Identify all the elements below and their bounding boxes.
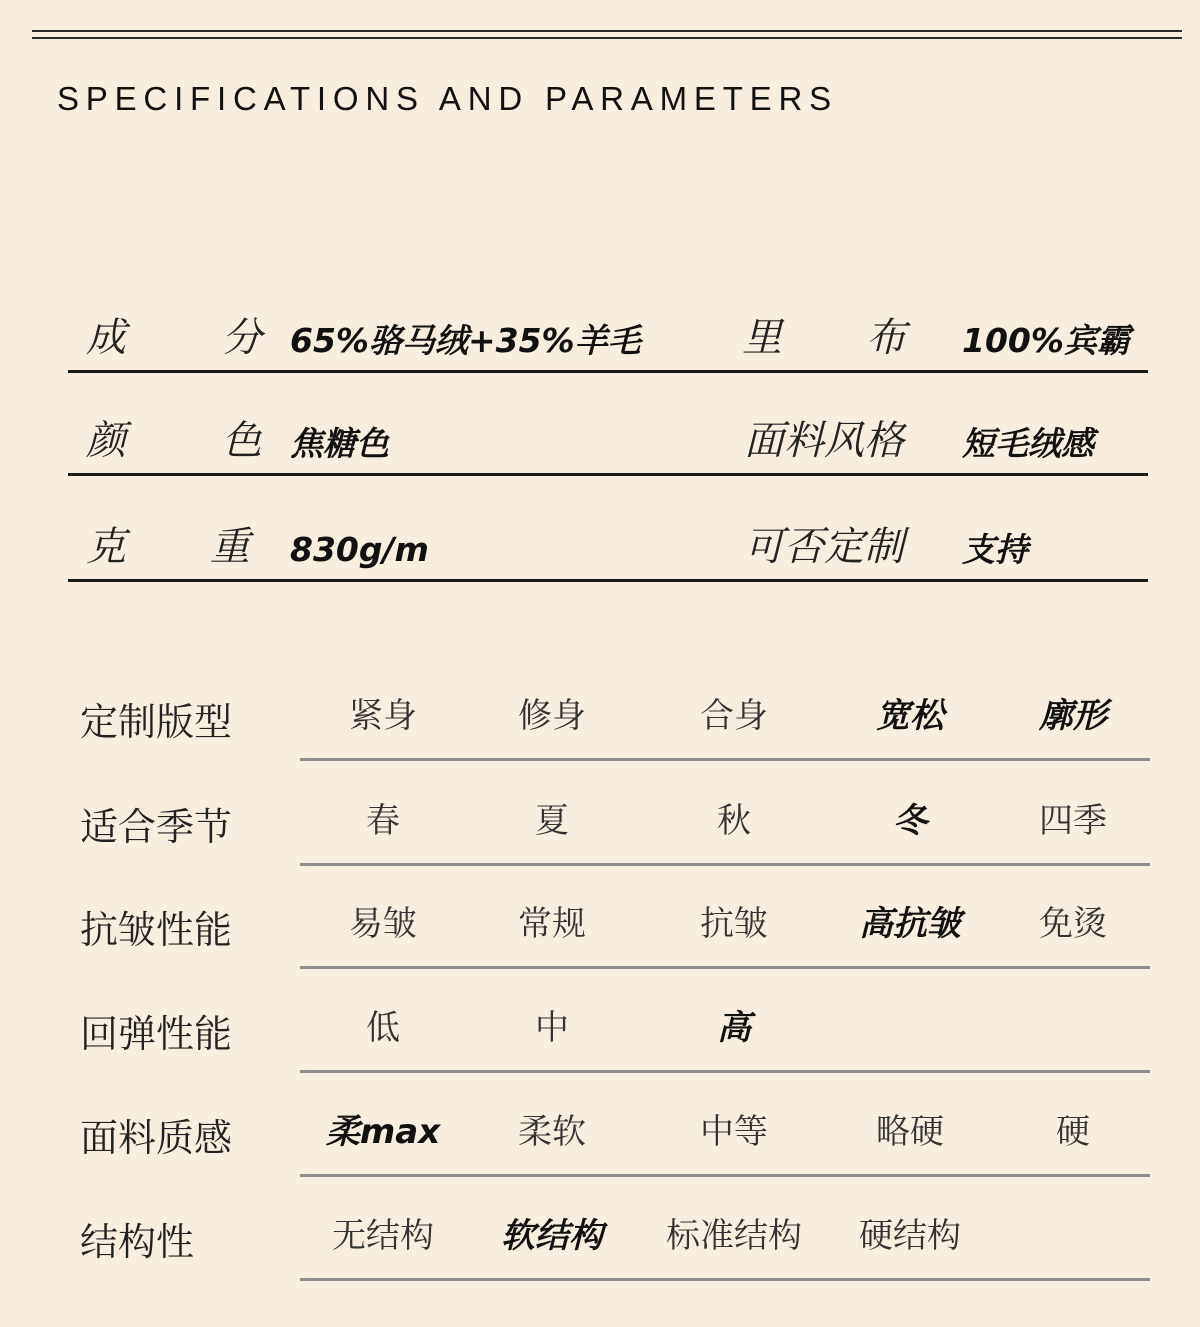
option-item: 紧身 <box>349 696 417 736</box>
option-item-selected: 高抗皱 <box>859 904 961 944</box>
spec-label-char: 布 <box>866 315 906 361</box>
option-item: 抗皱 <box>700 904 768 944</box>
spec-value-weight: 830g/m <box>290 530 429 569</box>
option-row-title: 适合季节 <box>80 805 233 849</box>
spec-label-char: 颜 <box>86 418 126 464</box>
option-row-title: 面料质感 <box>80 1116 233 1160</box>
option-row-divider <box>300 1174 1150 1177</box>
option-item: 夏 <box>535 801 569 841</box>
option-item-selected: 软结构 <box>501 1216 603 1256</box>
option-item-selected: 宽松 <box>876 696 944 736</box>
option-item: 中等 <box>700 1112 768 1152</box>
option-item: 常规 <box>518 904 586 944</box>
option-row-title: 回弹性能 <box>80 1012 233 1056</box>
option-row-divider <box>300 758 1150 761</box>
option-row <box>0 1106 1200 1210</box>
top-double-rule-lower <box>32 37 1182 39</box>
spec-row-weight <box>0 524 1200 587</box>
spec-value-composition: 65%骆马绒+35%羊毛 <box>290 321 641 360</box>
option-item: 易皱 <box>349 904 417 944</box>
option-item: 秋 <box>717 801 751 841</box>
option-item: 中 <box>535 1008 569 1048</box>
option-item: 春 <box>366 801 400 841</box>
option-item: 四季 <box>1039 801 1107 841</box>
option-row-divider <box>300 1070 1150 1073</box>
option-item-selected: 冬 <box>893 801 927 841</box>
spec-value-color: 焦糖色 <box>290 424 389 463</box>
option-item: 标准结构 <box>666 1216 802 1256</box>
spec-label-char: 克 <box>86 524 126 570</box>
page-heading: SPECIFICATIONS AND PARAMETERS <box>57 80 838 117</box>
spec-row-composition <box>0 315 1200 378</box>
option-item-selected: 高 <box>717 1008 751 1048</box>
option-item: 硬结构 <box>859 1216 961 1256</box>
option-item: 柔软 <box>518 1112 586 1152</box>
option-row <box>0 690 1200 794</box>
spec-label-char: 分 <box>222 315 262 361</box>
spec-label-char: 色 <box>222 418 262 464</box>
option-item: 免烫 <box>1039 904 1107 944</box>
option-item-selected: 廓形 <box>1039 696 1107 736</box>
option-row <box>0 898 1200 1002</box>
option-row-divider <box>300 966 1150 969</box>
spec-divider <box>68 473 1148 476</box>
option-row <box>0 1210 1200 1314</box>
top-double-rule-upper <box>32 30 1182 32</box>
spec-label-char: 成 <box>86 315 126 361</box>
spec-label-customizable: 可否定制 <box>744 524 904 570</box>
option-item: 合身 <box>700 696 768 736</box>
option-row-title: 抗皱性能 <box>80 908 233 952</box>
option-item: 无结构 <box>332 1216 434 1256</box>
spec-label-char: 重 <box>210 524 250 570</box>
option-row-title: 结构性 <box>80 1220 195 1264</box>
option-row-divider <box>300 1278 1150 1281</box>
option-row <box>0 795 1200 899</box>
spec-label-char: 里 <box>742 315 782 361</box>
option-row <box>0 1002 1200 1106</box>
option-item: 修身 <box>518 696 586 736</box>
spec-row-color <box>0 418 1200 481</box>
spec-label-fabric-style: 面料风格 <box>744 418 904 464</box>
option-item: 低 <box>366 1008 400 1048</box>
option-row-title: 定制版型 <box>80 700 233 744</box>
spec-value-customizable: 支持 <box>962 530 1028 569</box>
option-item-selected: 柔max <box>325 1112 441 1152</box>
option-item: 硬 <box>1056 1112 1090 1152</box>
spec-value-lining: 100%宾霸 <box>962 321 1130 360</box>
spec-divider <box>68 579 1148 582</box>
option-row-divider <box>300 863 1150 866</box>
spec-divider <box>68 370 1148 373</box>
spec-value-fabric-style: 短毛绒感 <box>962 424 1094 463</box>
option-item: 略硬 <box>876 1112 944 1152</box>
